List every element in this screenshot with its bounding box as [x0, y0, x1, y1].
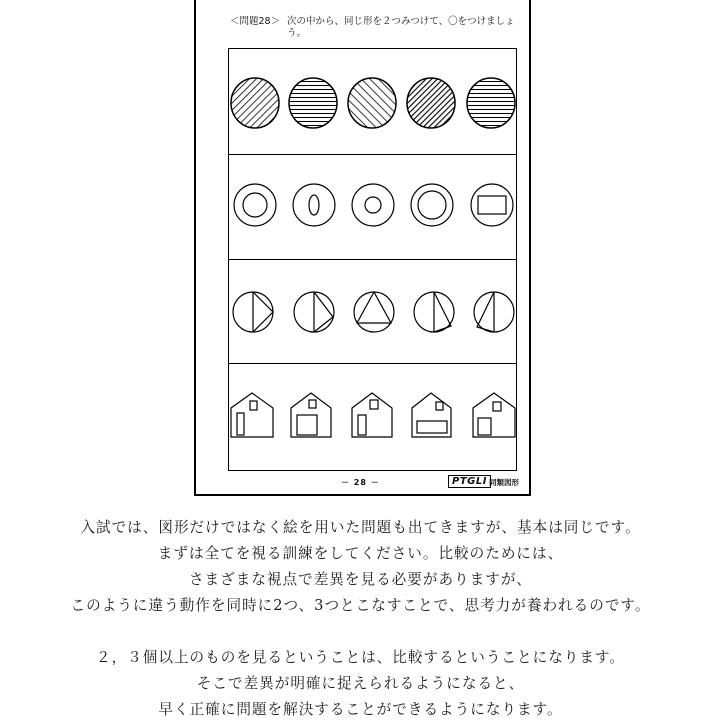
caption-line: さまざまな視点で差異を見る必要がありますが、 [188, 571, 533, 588]
circle-triangle-4 [414, 292, 454, 332]
category-label: 同類図形 [489, 478, 519, 487]
circle-triangle-1 [233, 292, 273, 332]
circle-triangle-5 [474, 292, 514, 332]
publisher-logo: PTGLI [448, 475, 491, 488]
worksheet-footer [196, 475, 529, 491]
caption-text [0, 515, 721, 723]
circle-triangle-2 [294, 292, 334, 332]
worksheet-page [194, 0, 531, 496]
ring-5 [471, 184, 513, 226]
page-number: － 28 － [341, 478, 380, 487]
house-5 [473, 393, 515, 437]
panel-rings [228, 154, 517, 259]
circle-triangle-3 [354, 292, 394, 332]
question-instruction: 次の中から、同じ形を２つみつけて、〇をつけましょう。 [287, 16, 515, 39]
caption-line: まずは全てを視る訓練をしてください。比較のためには、 [157, 545, 564, 562]
houses-figure [229, 364, 518, 472]
house-3 [352, 393, 392, 437]
circle-1 [231, 78, 279, 128]
ring-4 [411, 184, 453, 226]
caption-line: このように違う動作を同時に2つ、3つとこなすことで、思考力が養われるのです。 [70, 597, 651, 614]
circle-2 [289, 78, 337, 128]
panel-houses [228, 363, 517, 471]
caption-line: ２，３個以上のものを見るということは、比較するということになります。 [95, 649, 626, 666]
house-4 [412, 393, 451, 437]
panel-striped-circles [228, 48, 517, 154]
circle-triangles-figure [229, 260, 518, 364]
circle-5 [467, 78, 515, 128]
house-1 [231, 393, 273, 437]
house-2 [291, 393, 331, 437]
ring-3 [352, 184, 394, 226]
striped-circles-figure [229, 49, 518, 155]
panel-circle-triangles [228, 259, 517, 363]
paragraph-gap [0, 619, 721, 645]
caption-line: 入試では、図形だけではなく絵を用いた問題も出てきますが、基本は同じです。 [80, 519, 641, 536]
circle-3 [348, 78, 396, 128]
rings-figure [229, 155, 518, 260]
ring-2 [293, 184, 335, 226]
ring-1 [234, 184, 276, 226]
caption-line: そこで差異が明確に捉えられるようになると、 [196, 675, 525, 692]
caption-line: 早く正確に問題を解決することができるようになります。 [158, 701, 563, 718]
question-label: ＜問題28＞ [230, 16, 281, 27]
circle-4 [407, 78, 455, 128]
